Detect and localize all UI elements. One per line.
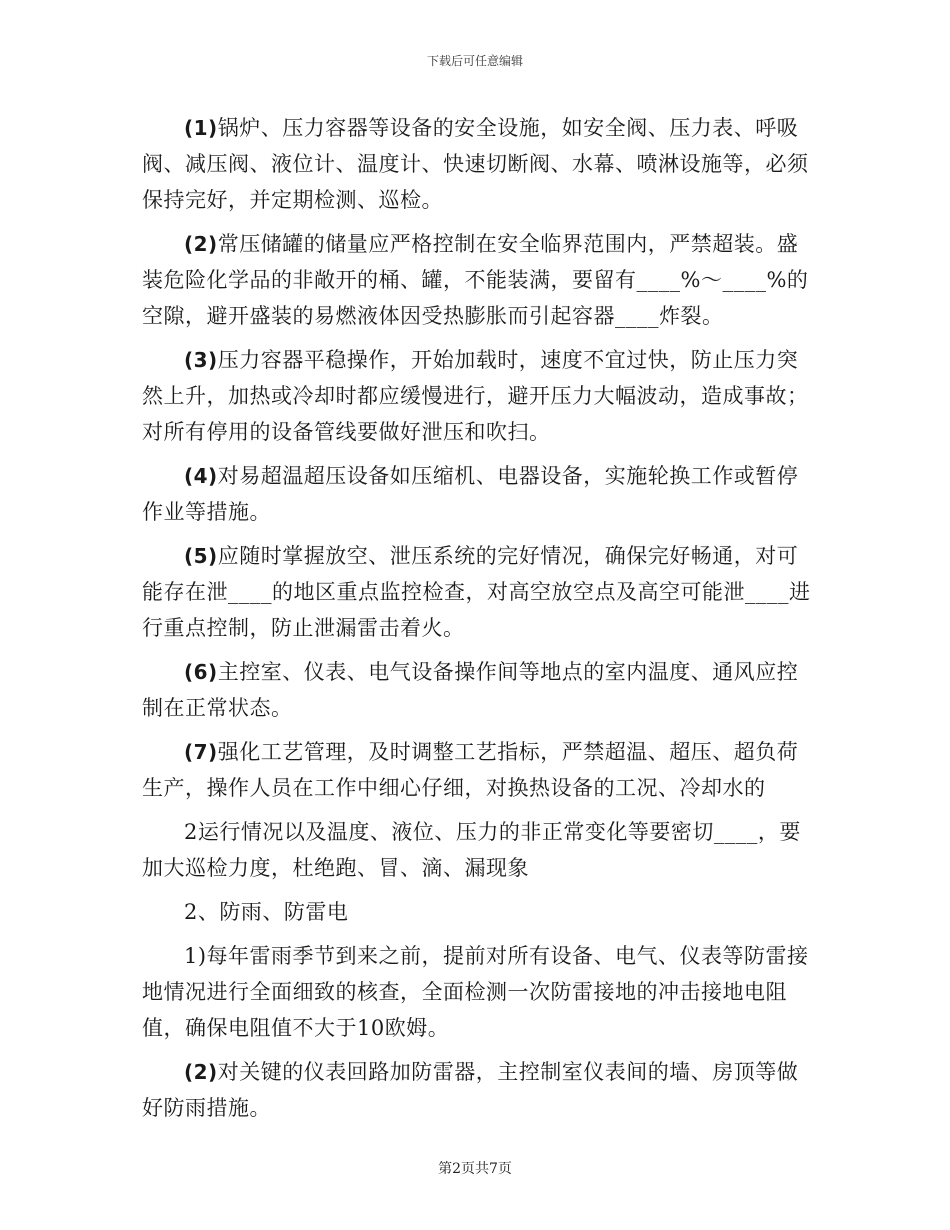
paragraph-number: (2) bbox=[184, 1060, 218, 1084]
page-footer: 第2页共7页 bbox=[438, 1161, 512, 1177]
paragraph-text: 2、防雨、防雷电 bbox=[184, 900, 349, 924]
paragraph-number: (4) bbox=[184, 464, 218, 488]
paragraph-number: (5) bbox=[184, 544, 218, 568]
paragraph-text: 对关键的仪表回路加防雷器，主控制室仪表间的墙、房顶等做好防雨措施。 bbox=[142, 1060, 799, 1120]
paragraph-text: 2运行情况以及温度、液位、压力的非正常变化等要密切____，要加大巡检力度，杜绝跑、冒、滴、漏现象 bbox=[142, 820, 801, 880]
document-body bbox=[142, 110, 814, 1134]
paragraph-4 bbox=[142, 458, 814, 530]
paragraph-2 bbox=[142, 226, 814, 334]
paragraph-6 bbox=[142, 654, 814, 726]
paragraph-text: 1)每年雷雨季节到来之前，提前对所有设备、电气、仪表等防雷接地情况进行全面细致的核查，全面检测一次防雷接地的冲击接地电阻值，确保电阻值不大于10欧姆。 bbox=[142, 944, 809, 1040]
paragraph-7-continued bbox=[142, 814, 814, 886]
paragraph-1 bbox=[142, 110, 814, 218]
paragraph-number: (6) bbox=[184, 660, 218, 684]
paragraph-text: 锅炉、压力容器等设备的安全设施，如安全阀、压力表、呼吸阀、减压阀、液位计、温度计、快速切断阀、水幕、喷淋设施等，必须保持完好，并定期检测、巡检。 bbox=[142, 116, 809, 212]
paragraph-text: 主控室、仪表、电气设备操作间等地点的室内温度、通风应控制在正常状态。 bbox=[142, 660, 799, 720]
paragraph-text: 强化工艺管理，及时调整工艺指标，严禁超温、超压、超负荷生产，操作人员在工作中细心仔细，对换热设备的工况、冷却水的 bbox=[142, 740, 799, 800]
section-heading bbox=[142, 894, 814, 930]
paragraph-3 bbox=[142, 342, 814, 450]
paragraph-text: 压力容器平稳操作，开始加载时，速度不宜过快，防止压力突然上升，加热或冷却时都应缓慢进行，避开压力大幅波动，造成事故；对所有停用的设备管线要做好泄压和吹扫。 bbox=[142, 348, 809, 444]
paragraph-text: 对易超温超压设备如压缩机、电器设备，实施轮换工作或暂停作业等措施。 bbox=[142, 464, 799, 524]
paragraph-lightning-1 bbox=[142, 938, 814, 1046]
page-header: 下载后可任意编辑 bbox=[426, 54, 523, 68]
paragraph-7 bbox=[142, 734, 814, 806]
paragraph-number: (2) bbox=[184, 232, 218, 256]
paragraph-number: (1) bbox=[184, 116, 218, 140]
paragraph-lightning-2 bbox=[142, 1054, 814, 1126]
paragraph-5 bbox=[142, 538, 814, 646]
paragraph-text: 应随时掌握放空、泄压系统的完好情况，确保完好畅通，对可能存在泄____的地区重点监控检查，对高空放空点及高空可能泄____进行重点控制，防止泄漏雷击着火。 bbox=[142, 544, 811, 640]
paragraph-text: 常压储罐的储量应严格控制在安全临界范围内，严禁超装。盛装危险化学品的非敞开的桶、罐，不能装满，要留有____%～____%的空隙，避开盛装的易燃液体因受热膨胀而引起容器____炸裂。 bbox=[142, 232, 809, 328]
paragraph-number: (3) bbox=[184, 348, 218, 372]
paragraph-number: (7) bbox=[184, 740, 218, 764]
